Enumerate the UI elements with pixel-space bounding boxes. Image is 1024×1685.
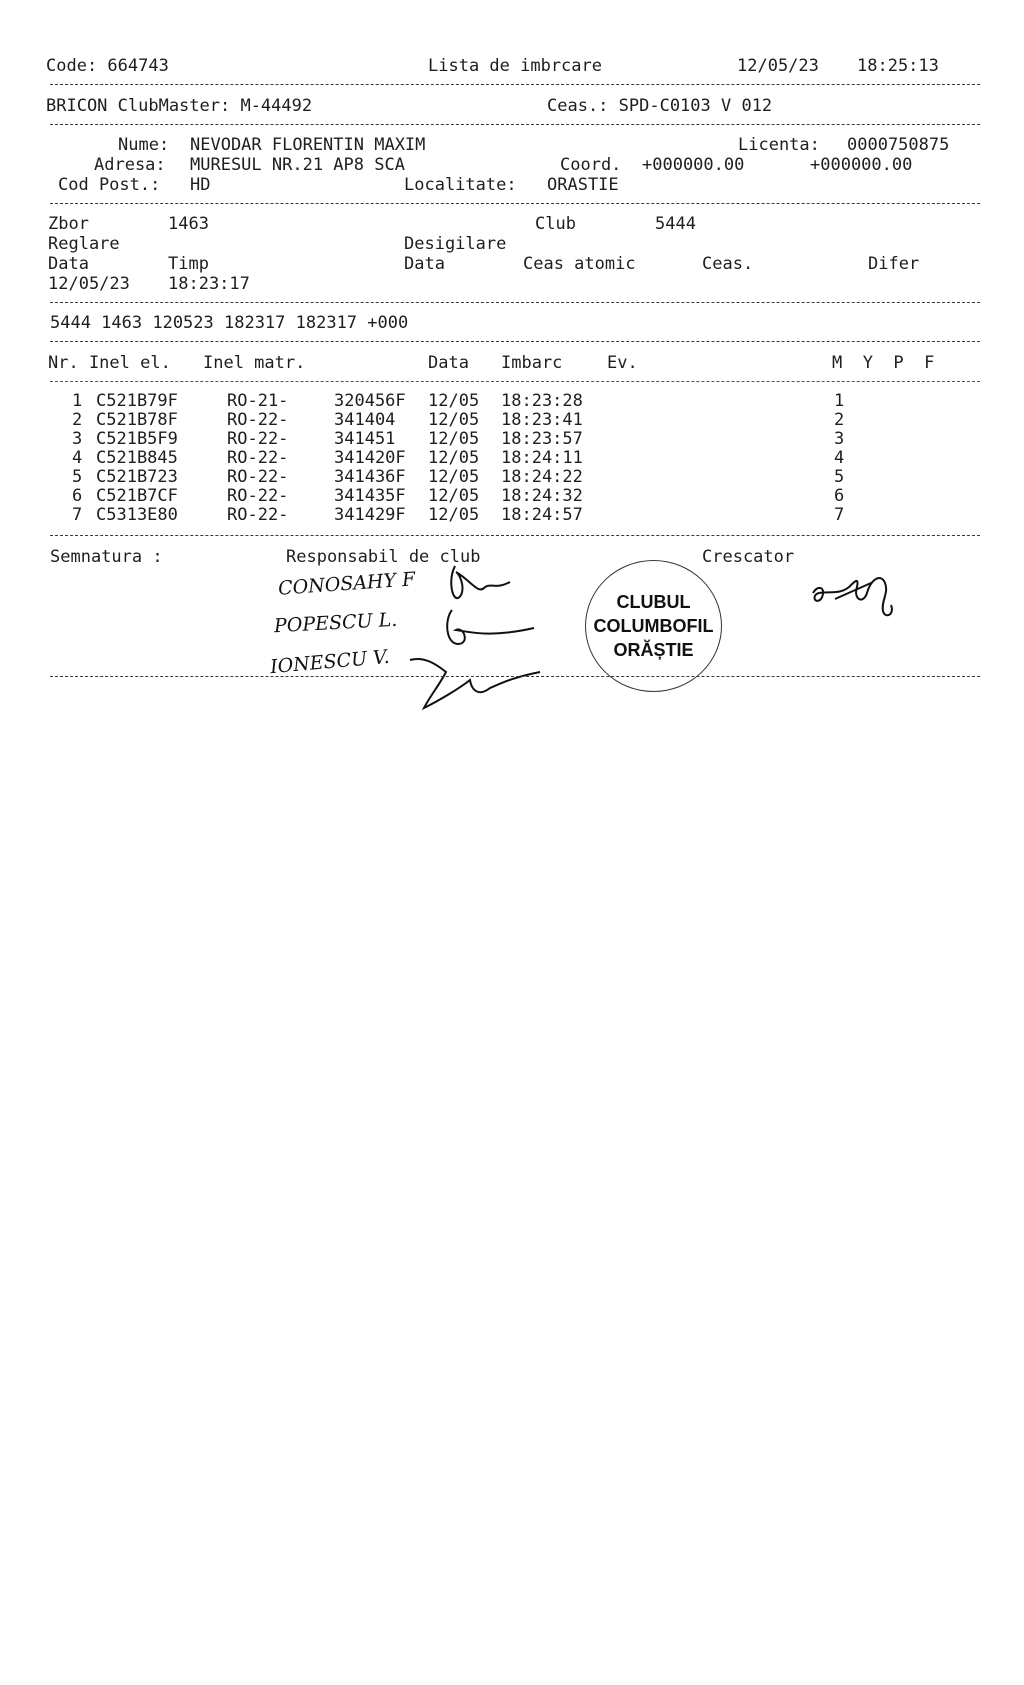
responsabil-label: Responsabil de club [286, 547, 481, 567]
row-m: 6 [834, 486, 845, 506]
summary-line: 5444 1463 120523 182317 182317 +000 [50, 313, 409, 333]
row-data: 12/05 [428, 410, 480, 430]
row-inel-el: C521B79F [96, 391, 178, 411]
row-time: 18:23:57 [501, 429, 583, 449]
stamp-line: ORĂȘTIE [613, 640, 694, 660]
signature-icon [400, 560, 560, 720]
licenta-value: 0000750875 [847, 135, 950, 155]
zbor-value: 1463 [168, 214, 209, 234]
row-m: 1 [834, 391, 845, 411]
row-inel-el: C5313E80 [96, 505, 178, 525]
row-m: 4 [834, 448, 845, 468]
col-header-mypf: M Y P F [832, 353, 935, 373]
row-matr: 341429F [334, 505, 406, 525]
row-matr-prefix: RO-22- [227, 486, 289, 506]
row-matr: 341435F [334, 486, 406, 506]
row-matr-prefix: RO-22- [227, 429, 289, 449]
document-code: Code: 664743 [46, 56, 169, 76]
club-value: 5444 [655, 214, 696, 234]
reglare-label: Reglare [48, 234, 120, 254]
zbor-label: Zbor [48, 214, 89, 234]
document-title: Lista de imbrcare [428, 56, 602, 76]
print-date: 12/05/23 [737, 56, 819, 76]
row-nr: 6 [72, 486, 83, 506]
row-time: 18:24:22 [501, 467, 583, 487]
divider [50, 124, 980, 125]
row-nr: 4 [72, 448, 83, 468]
row-data: 12/05 [428, 391, 480, 411]
row-data: 12/05 [428, 486, 480, 506]
localitate-label: Localitate: [404, 175, 517, 195]
crescator-label: Crescator [702, 547, 795, 567]
row-m: 2 [834, 410, 845, 430]
row-nr: 2 [72, 410, 83, 430]
row-time: 18:23:28 [501, 391, 583, 411]
ceas-atomic-label: Ceas atomic [523, 254, 636, 274]
row-inel-el: C521B7CF [96, 486, 178, 506]
reglare-timp: 18:23:17 [168, 274, 250, 294]
row-time: 18:24:32 [501, 486, 583, 506]
col-header-data: Data [428, 353, 469, 373]
ceas-label: Ceas. [702, 254, 754, 274]
divider [50, 203, 980, 204]
row-nr: 3 [72, 429, 83, 449]
row-nr: 1 [72, 391, 83, 411]
row-inel-el: C521B5F9 [96, 429, 178, 449]
codpost-label: Cod Post.: [58, 175, 161, 195]
stamp-line: COLUMBOFIL [593, 616, 714, 636]
coord-y: +000000.00 [810, 155, 913, 175]
signature-icon [805, 565, 915, 625]
row-m: 5 [834, 467, 845, 487]
divider [50, 676, 980, 677]
handwritten-name: POPESCU L. [273, 608, 398, 638]
row-matr-prefix: RO-22- [227, 505, 289, 525]
row-matr-prefix: RO-22- [227, 467, 289, 487]
row-time: 18:24:57 [501, 505, 583, 525]
row-m: 3 [834, 429, 845, 449]
col-header-inel-el: Nr. Inel el. [48, 353, 171, 373]
row-data: 12/05 [428, 505, 480, 525]
row-time: 18:24:11 [501, 448, 583, 468]
row-matr-prefix: RO-22- [227, 410, 289, 430]
timp-label: Timp [168, 254, 209, 274]
row-inel-el: C521B723 [96, 467, 178, 487]
desigilare-data-label: Data [404, 254, 445, 274]
nume-label: Nume: [118, 135, 170, 155]
desigilare-label: Desigilare [404, 234, 507, 254]
row-matr: 341436F [334, 467, 406, 487]
row-matr-prefix: RO-22- [227, 448, 289, 468]
row-nr: 5 [72, 467, 83, 487]
club-stamp [585, 560, 722, 692]
divider [50, 381, 980, 382]
print-time: 18:25:13 [857, 56, 939, 76]
row-time: 18:23:41 [501, 410, 583, 430]
row-data: 12/05 [428, 429, 480, 449]
stamp-line: CLUBUL [616, 592, 691, 612]
row-matr: 320456F [334, 391, 406, 411]
divider [50, 84, 980, 85]
clock-id: Ceas.: SPD-C0103 V 012 [547, 96, 773, 116]
data-label: Data [48, 254, 89, 274]
row-data: 12/05 [428, 467, 480, 487]
divider [50, 302, 980, 303]
coord-x: +000000.00 [642, 155, 745, 175]
row-inel-el: C521B845 [96, 448, 178, 468]
handwritten-name: IONESCU V. [269, 645, 391, 679]
clubmaster-id: BRICON ClubMaster: M-44492 [46, 96, 313, 116]
difer-label: Difer [868, 254, 920, 274]
localitate-value: ORASTIE [547, 175, 619, 195]
club-label: Club [535, 214, 576, 234]
licenta-label: Licenta: [738, 135, 820, 155]
col-header-inel-matr: Inel matr. [203, 353, 306, 373]
row-m: 7 [834, 505, 845, 525]
adresa-label: Adresa: [94, 155, 166, 175]
codpost-value: HD [190, 175, 211, 195]
row-inel-el: C521B78F [96, 410, 178, 430]
row-matr: 341451 [334, 429, 396, 449]
row-nr: 7 [72, 505, 83, 525]
row-matr: 341420F [334, 448, 406, 468]
reglare-data: 12/05/23 [48, 274, 130, 294]
divider [50, 535, 980, 536]
owner-address: MURESUL NR.21 AP8 SCA [190, 155, 405, 175]
col-header-ev: Ev. [607, 353, 638, 373]
coord-label: Coord. [560, 155, 622, 175]
col-header-imbarc: Imbarc [501, 353, 563, 373]
semnatura-label: Semnatura : [50, 547, 163, 567]
handwritten-name: CONOSAHY F [277, 568, 416, 600]
row-matr: 341404 [334, 410, 396, 430]
divider [50, 341, 980, 342]
row-matr-prefix: RO-21- [227, 391, 289, 411]
owner-name: NEVODAR FLORENTIN MAXIM [190, 135, 426, 155]
row-data: 12/05 [428, 448, 480, 468]
